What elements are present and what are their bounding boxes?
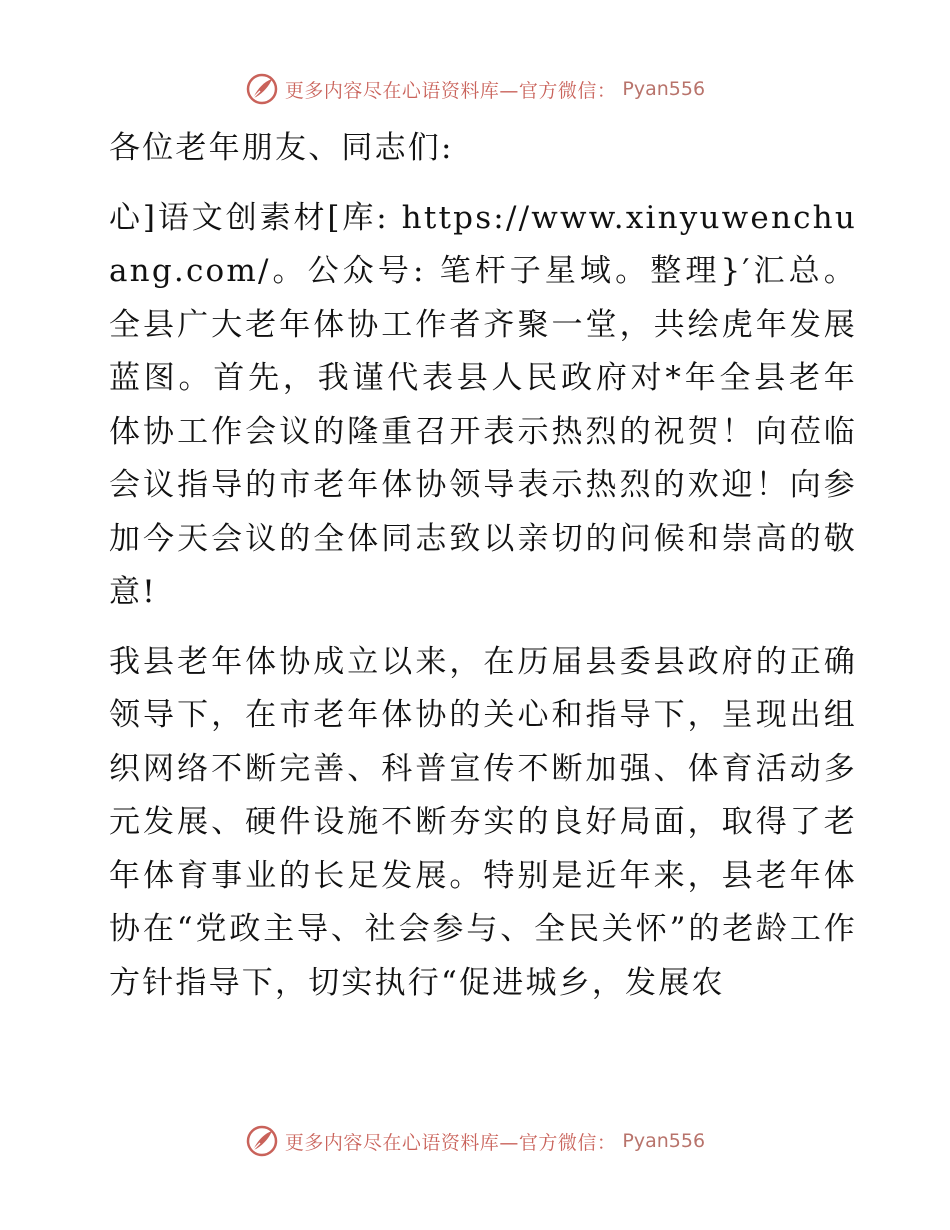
watermark-text: 更多内容尽在心语资料库—官方微信： bbox=[284, 1131, 617, 1154]
feather-pen-logo-icon bbox=[245, 1124, 279, 1158]
document-body bbox=[97, 122, 857, 1026]
header-watermark bbox=[0, 72, 950, 106]
watermark-wechat-id: Pyan556 bbox=[622, 1130, 706, 1152]
body-paragraph-2: 我县老年体协成立以来，在历届县委县政府的正确领导下，在市老年体协的关心和指导下，呈现出组织网络不断完善、科普宣传不断加强、体育活动多元发展、硬件设施不断夯实的良好局面，取得了老年体育事业的长足发展。特别是近年来，县老年体协在“党政主导、社会参与、全民关怀”的老龄工作方针指导下，切实执行“促进城乡，发展农 bbox=[109, 643, 857, 1001]
feather-pen-logo-icon bbox=[245, 72, 279, 106]
greeting-paragraph: 各位老年朋友、同志们: bbox=[109, 130, 454, 166]
body-paragraph-1: 心]语文创素材[库: https://www.xinyuwenchuang.com/。公众号: 笔杆子星域。整理}′汇总。全县广大老年体协工作者齐聚一堂，共绘虎年发展蓝图。首先，我谨代表县人民政府对*年全县老年体协工作会议的隆重召开表示热烈的祝贺！向莅临会议指导的市老年体协领导表示热烈的欢迎！向参加今天会议的全体同志致以亲切的问候和崇高的敬意! bbox=[109, 199, 857, 610]
watermark-text: 更多内容尽在心语资料库—官方微信： bbox=[284, 79, 617, 102]
footer-watermark bbox=[0, 1124, 950, 1158]
watermark-wechat-id: Pyan556 bbox=[622, 78, 706, 100]
